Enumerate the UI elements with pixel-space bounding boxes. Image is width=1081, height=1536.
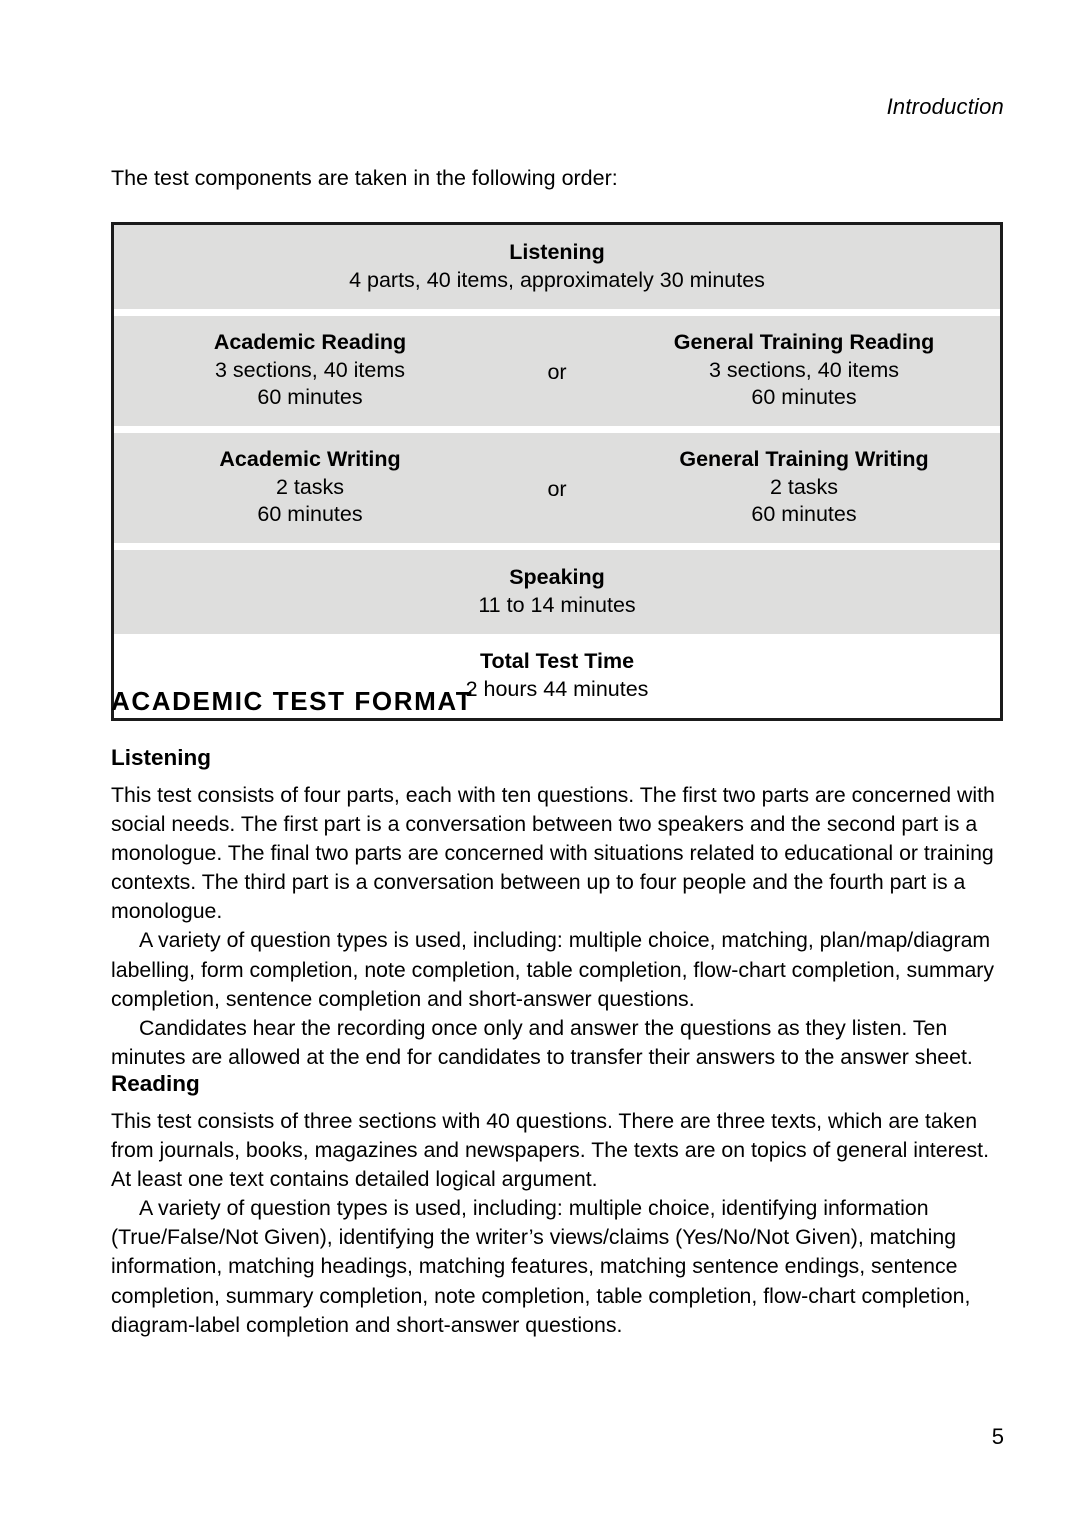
writing-general-line2: 60 minutes: [751, 502, 857, 526]
reading-general-cell: [608, 328, 1000, 411]
reading-academic-title: Academic Reading: [213, 330, 407, 354]
writing-academic-line2: 60 minutes: [257, 502, 363, 526]
table-row-separator: [114, 309, 1000, 316]
reading-academic-cell: [114, 328, 506, 411]
reading-academic-line1: 3 sections, 40 items: [214, 358, 405, 382]
writing-general-title: General Training Writing: [679, 447, 929, 471]
reading-general-line1: 3 sections, 40 items: [708, 358, 899, 382]
listening-paragraph-1: This test consists of four parts, each with ten questions. The first two parts are concerned with social needs. The first part is a conversation between two speakers and the second part is a monologue. The final two parts are concerned with situations related to educational or training contexts. The third part is a conversation between up to four people and the fourth part is a monologue.: [111, 783, 995, 924]
table-row-writing: [114, 433, 1000, 543]
listening-body-text: [111, 781, 1008, 1072]
table-row-separator: [114, 543, 1000, 550]
reading-paragraph-2: A variety of question types is used, including: multiple choice, identifying information (True/False/Not Given), identifying the writer’s views/claims (Yes/No/Not Given), matching information, matching headings, matching features, matching sentence endings, sentence completion, summary completion, note completion, table completion, flow-chart completion, diagram-label completion and short-answer questions.: [111, 1196, 971, 1337]
listening-paragraph-2: A variety of question types is used, including: multiple choice, matching, plan/map/diagram labelling, form completion, note completion, table completion, flow-chart completion, summary completion, sentence completion and short-answer questions.: [111, 928, 995, 1011]
intro-sentence: The test components are taken in the following order:: [111, 166, 618, 190]
total-row-title: Total Test Time: [479, 649, 635, 673]
running-head: Introduction: [886, 94, 1004, 119]
section-heading-academic-test-format: ACADEMIC TEST FORMAT: [111, 686, 474, 716]
table-row-separator: [114, 426, 1000, 433]
writing-or-label: or: [547, 477, 567, 501]
table-row-speaking: [114, 550, 1000, 634]
reading-paragraph-1: This test consists of three sections with 40 questions. There are three texts, which are taken from journals, books, magazines and newspapers. The texts are on topics of general interest. At least one text contains detailed logical argument.: [111, 1109, 989, 1192]
reading-or-label: or: [547, 360, 567, 384]
listening-paragraph-3: Candidates hear the recording once only and answer the questions as they listen. Ten minutes are allowed at the end for candidates to transfer their answers to the answer sheet.: [111, 1015, 973, 1069]
test-components-table: [111, 222, 1003, 721]
reading-academic-line2: 60 minutes: [257, 385, 363, 409]
table-row-reading: [114, 316, 1000, 426]
subheading-reading: Reading: [111, 1071, 200, 1096]
writing-academic-cell: [114, 445, 506, 528]
writing-academic-line1: 2 tasks: [275, 475, 345, 499]
speaking-row-title: Speaking: [509, 565, 605, 589]
total-row-detail: 2 hours 44 minutes: [465, 677, 649, 701]
writing-academic-title: Academic Writing: [219, 447, 401, 471]
speaking-row-detail: 11 to 14 minutes: [478, 593, 636, 617]
writing-general-cell: [608, 445, 1000, 528]
reading-body-text: [111, 1107, 1008, 1340]
subheading-listening: Listening: [111, 745, 211, 770]
table-row-listening: [114, 225, 1000, 309]
page-number: 5: [991, 1424, 1004, 1449]
listening-row-detail: 4 parts, 40 items, approximately 30 minutes: [349, 268, 765, 292]
reading-general-line2: 60 minutes: [751, 385, 857, 409]
writing-general-line1: 2 tasks: [769, 475, 839, 499]
reading-general-title: General Training Reading: [673, 330, 935, 354]
listening-row-title: Listening: [509, 240, 605, 264]
